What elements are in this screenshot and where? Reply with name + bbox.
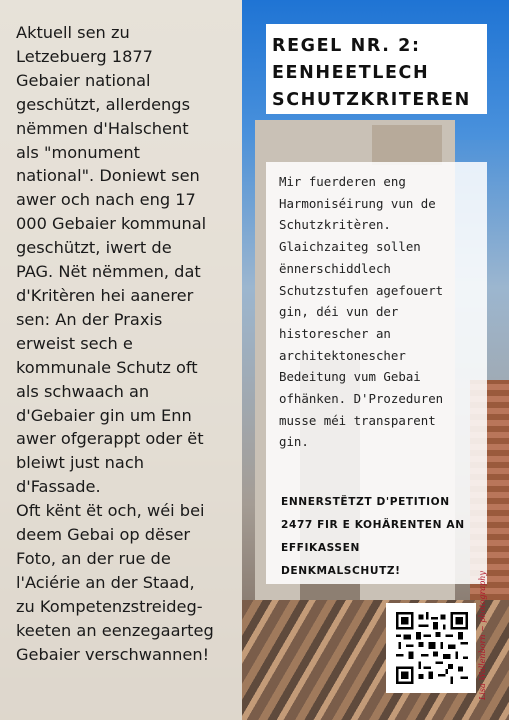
petition-cta: ENNERSTËTZT D'PETITION 2477 FIR E KOHÄRENTEN AN EFFIKASSEN DENKMALSCHUTZ! — [281, 496, 465, 577]
demand-text: Mir fuerderen eng Harmoniséirung vun de Schutzkritèren. Glaichzaiteg sollen ënnerschiddlech Schutzstufen agefouert gin, déi vun der historescher an architektonescher Bedeitung vum Gebai ofhänken. D'Prozeduren musse méi transparent gin. — [279, 174, 444, 450]
left-body-text: Aktuell sen zu Letzebuerg 1877 Gebaier national geschützt, allerdengs nëmmen d'Halschent als "monument national". Doniewt sen awer och nach eng 17 000 Gebaier kommunal geschützt, iwert de PAG. Nët nëmmen, dat d'Kritèren hei aanerer sen: An der Praxis erweist sech e kommunale Schutz oft als schwaach an d'Gebaier gin um Enn awer ofgerappt oder ët bleiwt just nach d'Fassade. Oft kënt ët och, wéi bei deem Gebai op dëser Foto, an der rue de l'Aciérie an der Staad, zu Kompetenzstreideg- keeten an eenzegaarteg Gebaier verschwannen! — [16, 23, 214, 664]
page-title: REGEL NR. 2: EENHEETLECH SCHUTZKRITEREN — [272, 36, 471, 110]
qr-code-icon[interactable] — [396, 612, 468, 684]
ruin-upper — [372, 125, 442, 165]
photo-credit-signature: Lisa Wallenborn ~ photography — [478, 571, 487, 700]
